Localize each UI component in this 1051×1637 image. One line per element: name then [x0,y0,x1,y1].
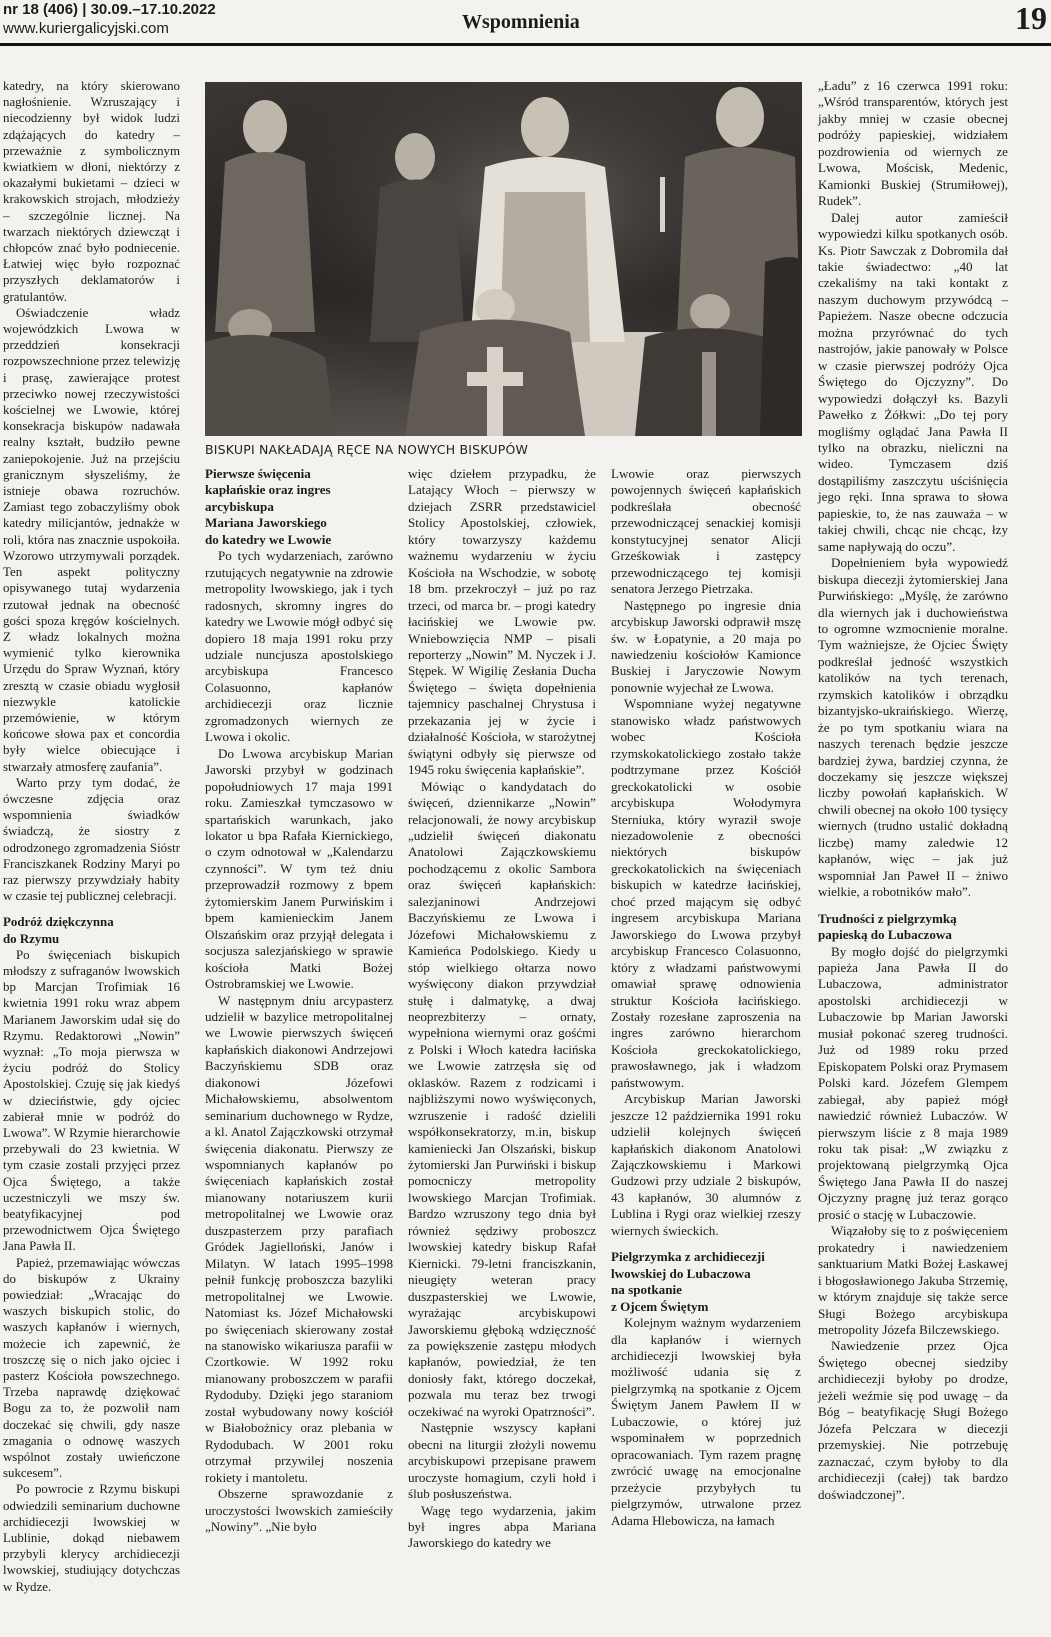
issue-info: nr 18 (406) | 30.09.–17.10.2022 [3,1,216,18]
paragraph: Następnie wszyscy kapłani obecni na liturgii złożyli nowemu arcybiskupowi przepisane prawem uroczyste homagium, czyli hołd i ślub posłuszeństwa. [408,1420,596,1502]
paragraph: Po tych wydarzeniach, zarówno rzutujących negatywnie na zdrowie metropolity lwowskiego, jak i tych radosnych, skromny ingres do katedry we Lwowie mógł odbyć się dopiero 18 maja 1991 roku przy udziale nuncjusza apostolskiego arcybiskupa Francesco Colasuonno, kapłanów archidiecezji oraz licznie zgromadzonych wiernych ze Lwowa i okolic. [205,548,393,745]
subheading-line: Pielgrzymka z archidiecezji [611,1249,765,1265]
subheading-line: Mariana Jaworskiego [205,515,327,531]
article-photo [205,82,802,436]
header-rule [0,43,1051,46]
masthead [0,0,1051,44]
subheading-line: Trudności z pielgrzymką [818,910,957,926]
subheading-line: papieską do Lubaczowa [818,927,952,943]
paragraph: Lwowie oraz pierwszych powojennych święceń kapłańskich podkreślała obecność przewodniczącej senackiej komisji konstytucyjnej senator Alicji Grześkowiak i zastępcy przewodniczącego tej komisji senatora Jerzego Pietrzaka. [611,466,801,597]
paragraph: Następnego po ingresie dnia arcybiskup Jaworski odprawił mszę św. w Łopatynie, a 20 maja po nawiedzeniu kościołów Kamionce Buskiej i Jaryczowie Nowym ponownie wyjechał ze Lwowa. [611,597,801,695]
subheading [818,911,1008,944]
subheading-line: na spotkanie [611,1282,682,1298]
paragraph: Wspomniane wyżej negatywne stanowisko władz państwowych wobec Kościoła rzymskokatolickiego zostało także podtrzymane przez Kościół greckokatolicki w osobie arcybiskupa Wołodymyra Sterniuka, który wyraził swoje niezadowolenie z obecności niektórych biskupów greckokatolickich na święceniach biskupich w katedrze łacińskiej, choć przed mającym się odbyć ingresem arcybiskupa Mariana Jaworskiego do Lwowa przybył arcybiskup Francesco Colasuonno, który z władzami państwowymi omawiał sprawę odnowienia struktur Kościoła łacińskiego. Zostały rozesłane zaproszenia na ingres zarówno hierarchom Kościoła greckokatolickiego, prawosławnego, jak i władzom państwowym. [611,696,801,1090]
subheading [611,1249,801,1315]
paragraph: katedry, na który skierowano nagłośnienie. Wzruszający i niecodzienny był widok ludzi zdążających do katedry – przeważnie z symbolicznym kwiatkiem w dłoni, niektórzy z okazałymi bukietami – dzieci w krakowskich strojach, młodzieży – szczególnie licznej. Na twarzach niektórych dziewcząt i chłopców znać było podniecenie. Łatwiej więc było rozpoznać przyszłych deklamatorów i gratulantów. [3,79,180,304]
paragraph: By mogło dojść do pielgrzymki papieża Jana Pawła II do Lubaczowa, administrator apostolski archidiecezji w Lubaczowie bp Marian Jaworski musiał pokonać szereg trudności. Już od 1989 roku przed Episkopatem Polski oraz Prymasem Polski kard. Józefem Glempem zabiegał, aby papież mógł nawiedzić również Lubaczów. W pierwszym liście z 8 maja 1989 roku tak pisał: „W związku z projektowaną pielgrzymką Ojca Świętego Jana Pawła II do naszej Ojczyzny pragnę już teraz gorąco prosić o stację w Lubaczowie. [818,943,1008,1222]
paragraph: Do Lwowa arcybiskup Marian Jaworski przybył w godzinach popołudniowych 17 maja 1991 roku. Zamieszkał tymczasowo w spartańskich warunkach, jako lokator u bpa Rafała Kiernickiego, o czym odnotował w „Kalendarzu czynności”. W tym też dniu przeprowadził rozmowy z bpem żytomierskim Janem Purwińskim i bpem kamienieckim Janem Olszańskim oraz przyjął delegata i socjusza salezjańskiego w sprawie kościoła Matki Bożej Ostrobramskiej we Lwowie. [205,745,393,992]
subheading-line: Pierwsze święcenia [205,466,311,481]
article-column-4 [611,466,801,1529]
subheading-line: do Rzymu [3,931,60,946]
bishops-photo-illustration [205,82,802,436]
subheading [3,914,180,946]
article-column-1 [3,78,180,1595]
paragraph: Papież, przemawiając wówczas do biskupów z Ukrainy powiedział: „Wracając do waszych biskupich stolic, do waszych kapłanów i wiernych, możecie ich zapewnić, że troszczę się o nich jako ojciec i pasterz Kościoła powszechnego. Trzeba naprawdę dziękować Bogu za to, że pozwolił nam doczekać się chwili, gdy nasze zmagania o odnowę waszych wspólnot zostały uwieńczone sukcesem”. [3,1255,180,1481]
subheading-line: z Ojcem Świętym [611,1298,709,1314]
paragraph: W następnym dniu arcypasterz udzielił w bazylice metropolitalnej we Lwowie pierwszych święceń kapłańskich diakonowi Andrzejowi Baczyńskiemu SDB oraz diakonowi Józefowi Michałowskiemu, absolwentom seminarium duchownego w Rydze, a kl. Anatol Zajączkowski otrzymał święcenia diakonatu. Pierwszy ze wspomnianych kapłanów po święceniach kapłańskich został mianowany notariuszem kurii metropolitalnej we Lwowie oraz duszpasterzem przy parafiach Gródek Jagielloński, Janów i Milatyn. W latach 1995–1998 pełnił funkcję proboszcza bazyliki metropolitalnej we Lwowie. Natomiast ks. Józef Michałowski po święceniach skierowany został na stanowisko wikariusza parafii w Czortkowie. W 1992 roku mianowany proboszczem w parafii Rydoduby. Dzięki jego staraniom został wybudowany nowy kościół w Białobożnicy oraz plebania w Rydodubach. W 2001 roku otrzymał przywilej noszenia rokiety i mantoletu. [205,992,393,1485]
paragraph: Wiązałoby się to z poświęceniem prokatedry i nawiedzeniem sanktuarium Matki Bożej Łaskawej i błogosławionego Jakuba Strzemię, w którym znajduje się także serce Sługi Bożego arcybiskupa metropolity Józefa Bilczewskiego. [818,1223,1008,1337]
section-title: Wspomnienia [462,11,580,33]
article-column-5 [818,78,1008,1503]
subheading-line: lwowskiej do Lubaczowa [611,1265,751,1281]
article-column-2 [205,466,393,1535]
subheading [205,466,393,548]
paragraph: Oświadczenie władz wojewódzkich Lwowa w przeddzień konsekracji rozpowszechnione przez telewizję i prasę, zawierające protest przeciwko nowej rzeczywistości kościelnej we Lwowie, której konsekracja biskupów nadawała realny kształt, budziło pewne zaniepokojenie. Już na przejściu granicznym słyszeliśmy, że istnieje obawa rozruchów. Zamiast tego zobaczyliśmy obok katedry milicjantów, jednakże w roli, która nas znacznie uspokoiła. Wzorowo utrzymywali porządek. Ten aspekt polityczny opisywanego tutaj wydarzenia rzutował jednak na obecność gości spoza kręgów kościelnych. Z władz lokalnych można wymienić tylko kierownika Urzędu do Spraw Wyznań, który zresztą w czasie obiadu wygłosił niezwykle katolickie przemówienie, w którym końcowe słowa pax et concordia były wielce obiecujące i stwarzały atmosferę zaufania”. [3,305,180,774]
paragraph: Dopełnieniem była wypowiedź biskupa diecezji żytomierskiej Jana Purwińskiego: „Myślę, że zarówno dla wiernych jak i duchowieństwa to ogromne wzmocnienie moralne. Tym ważniejsze, że Ojciec Święty podkreślał jedność wszystkich katolików na tych terenach, rzymskich katolików i obrządku bizantyjsko-ukraińskiego. Wierzę, że po tym spotkaniu wiara na naszych terenach będzie jeszcze bardziej żywa, bardziej czynna, że doczekamy się jeszcze większej liczby powołań kapłańskich. W chwili obecnej na około 100 tysięcy wiernych (trudno ustalić dokładną liczbę) mamy zaledwie 12 kapłanów, więc – jak już wspomniał Jan Paweł II – żniwo wielkie, a robotników mało”. [818,555,1008,900]
paragraph: Po święceniach biskupich młodszy z sufraganów lwowskich bp Marcjan Trofimiak 16 kwietnia 1991 roku wraz abpem Marianem Jaworskim udał się do Rzymu. Redaktorowi „Nowin” wyznał: „To moja pierwsza w życiu podróż do Stolicy Apostolskiej. Czuję się jak kiedyś w dzieciństwie, gdy ojciec zabierał mnie w podróż do Lwowa”. W Rzymie hierarchowie przebywali do 23 kwietnia. W tym czasie zostali przyjęci przez Ojca Świętego, a także uczestniczyli we mszy św. beatyfikacyjnej pod przewodnictwem Ojca Świętego Jana Pawła II. [3,947,180,1254]
paragraph: Kolejnym ważnym wydarzeniem dla kapłanów i wiernych archidiecezji lwowskiej była możliwość udania się z pielgrzymką na spotkanie z Ojcem Świętym Janem Pawłem II w Lubaczowie, o której już wspominałem w poprzednich opracowaniach. Tym razem pragnę zwrócić uwagę na emocjonalne przeżycie przybyłych tu pielgrzymów, utrwalone przez Adama Hlebowicza, na łamach [611,1315,801,1528]
paragraph: Nawiedzenie przez Ojca Świętego obecnej siedziby archidiecezji byłoby po drodze, jeżeli weźmie się pod uwagę – da Bóg – beatyfikację Sługi Bożego Józefa Pelczara w diecezji przemyskiej. Nie potrzebuję zaznaczać, czym byłoby to dla archidiecezji (całej) tak bardzo doświadczonej”. [818,1338,1008,1502]
photo-caption: BISKUPI NAKŁADAJĄ RĘCE NA NOWYCH BISKUPÓW [205,442,529,457]
paragraph: Mówiąc o kandydatach do święceń, dziennikarze „Nowin” relacjonowali, że nowy arcybiskup „udzielił święceń diakonatu Anatolowi Zajączkowskiemu pochodzącemu z okolic Samborа oraz święceń kapłańskich: salezjaninowi Andrzejowi Baczyńskiemu ze Lwowa i Józefowi Michałowskiemu z Kamieńca Podolskiego. Kiedy u stóp wielkiego ołtarza nowo wyświęcony diakon przywdział stułę i dalmatykę, a dwaj neoprezbiterzy – ornaty, wypełniona wiernymi oraz gośćmi z Polski i Włoch katedra łacińska we Lwowie zatrzęsła się od oklasków. Razem z rodzicami i najbliższymi nowo wyświęconych, wzruszenie i radość dzielili współkonsekratorzy, m.in, biskup kamieniecki Jan Olszański, biskup żytomierski Jan Purwiński i biskup pomocniczy metropolity lwowskiego Marcjan Trofimiak. Bardzo wzruszony tego dnia był również sędziwy proboszcz lwowskiej katedry biskup Rafał Kiernicki. 79-letni franciszkanin, nieugięty weteran pracy duszpasterskiej we Lwowie, wyrażając arcybiskupowi Jaworskiemu głęboką wdzięczność za powiększenie zastępu młodych kapłanów, powiedział, że ten doniosły fakt, którego doczekał, pozwala mu teraz bez trwogi oczekiwać na wyroki Opatrzności”. [408,778,596,1419]
paragraph: Arcybiskup Marian Jaworski jeszcze 12 października 1991 roku udzielił kolejnych święceń kapłańskich diakonom Anatolowi Zajączkowskiemu i Markowi Gudzowi przy udziale 2 biskupów, 43 kapłanów, 30 alumnów z Lublina i Rygi oraz wielkiej rzeszy wiernych świeckich. [611,1091,801,1238]
paragraph: Wagę tego wydarzenia, jakim był ingres abpa Mariana Jaworskiego do katedry we [408,1502,596,1551]
subheading-line: kapłańskie oraz ingres [205,482,331,498]
page-number: 19 [1015,0,1047,36]
article-column-3 [408,466,596,1552]
paragraph: więc dziełem przypadku, że Latający Włoch – pierwszy w dziejach ZSRR przedstawiciel Stolicy Apostolskiej, człowiek, który towarzyszy każdemu ważnemu wydarzeniu w życiu Kościoła na Wschodzie, w sobotę 18 bm. przekroczył – już po raz trzeci, od marca br. – progi katedry łacińskiej we Lwowie pw. Wniebowzięcia NMP – pisali reporterzy „Nowin” M. Nyczek i J. Stępek. W Wigilię Zesłania Ducha Świętego – święta dopełnienia tajemnicy paschalnej Chrystusa i przekazania jej w życie i działalność Kościoła, w starożytnej świątyni odbyły się pierwsze od 1945 roku święcenia kapłańskie”. [408,466,596,778]
website-link[interactable]: www.kuriergalicyjski.com [3,20,169,37]
subheading-line: Podróż dziękczynna [3,915,114,930]
paragraph: Po powrocie z Rzymu biskupi odwiedzili seminarium duchowne archidiecezji lwowskiej w Lublinie, dokąd niebawem przybyli klerycy archidiecezji lwowskiej, studiujący dotychczas w Rydze. [3,1482,180,1594]
subheading-line: do katedry we Lwowie [205,531,332,547]
paragraph: „Ładu” z 16 czerwca 1991 roku: „Wśród transparentów, których jest jakby mniej w czasie obecnej podróży papieskiej, widziałem pozdrowienia od wiernych ze Lwowa, Mościsk, Medenic, Kamionki Buskiej (Strumiłowej), Rudek”. [818,78,1008,209]
paragraph: Obszerne sprawozdanie z uroczystości lwowskich zamieściły „Nowiny”. „Nie było [205,1486,393,1534]
paragraph: Warto przy tym dodać, że ówczesne zdjęcia oraz wspomnienia świadków świadczą, że siostry z odrodzonego zgromadzenia Sióstr Franciszkanek Rodziny Maryi po raz pierwszy przywdziały habity w czasie tej publicznej celebracji. [3,775,180,904]
subheading-line: arcybiskupa [205,498,274,514]
paragraph: Dalej autor zamieścił wypowiedzi kilku spotkanych osób. Ks. Piotr Sawczak z Dobromila dał takie świadectwo: „40 lat czekaliśmy na taki kontakt z naszym duchowym przywódcą – Papieżem. Nasze obecne odczucia można przyrównać do tych nastrojów, jakie panowały w Polsce w czasie pierwszej podróży Ojca Świętego do Ojczyzny”. Do wypowiedzi dołączył ks. Bazyli Pawełko z Żółkwi: „Do tej pory mogliśmy oglądać Jana Pawła II tylko na obrazku, nieliczni na wideo. Tymczasem dziś dostąpiliśmy zaszczytu uściśnięcia jego ręki. Inna sprawa to słowa papieskie, to, że nas zauważa – w takiej chwili, chcąc nie chcąc, łzy same napływają do oczu”. [818,209,1008,554]
